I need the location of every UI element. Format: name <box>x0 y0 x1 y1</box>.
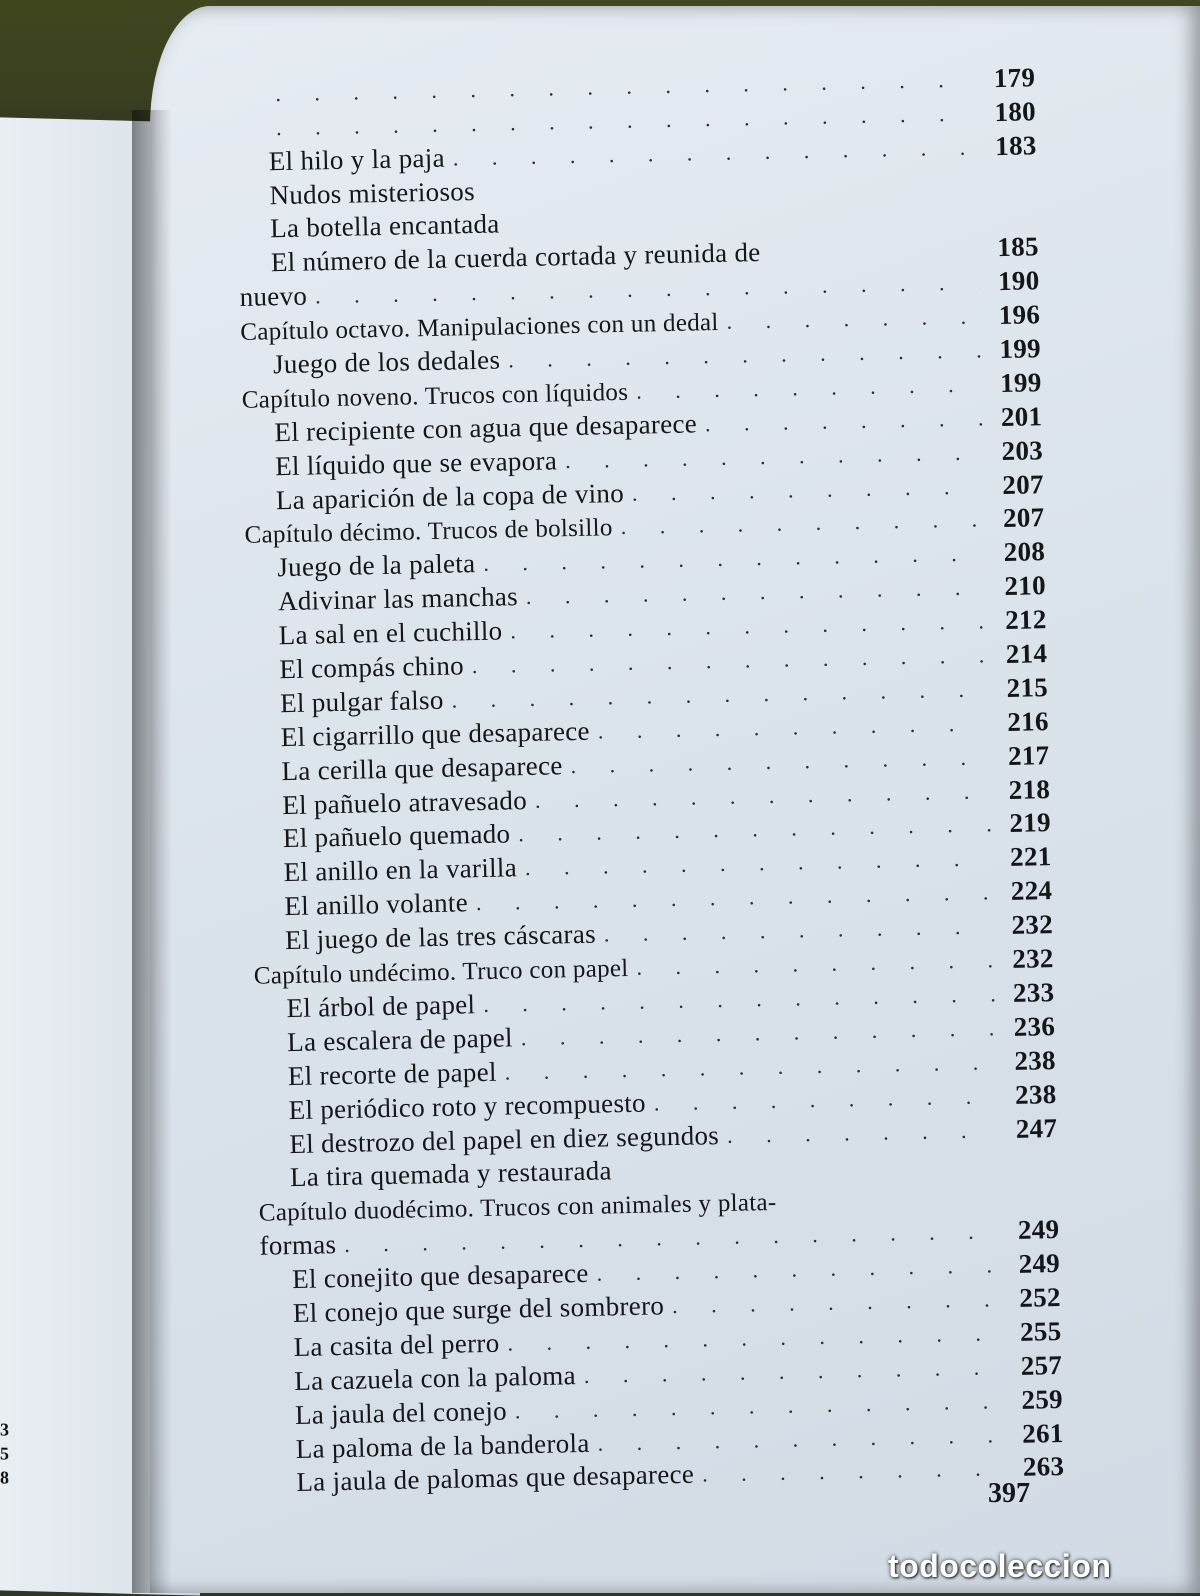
toc-entry-title: El pañuelo atravesado <box>281 784 528 820</box>
toc-entry-page: 203 <box>1001 434 1044 466</box>
toc-entry-page: 252 <box>1019 1281 1062 1313</box>
toc-entry-page: 257 <box>1020 1349 1063 1381</box>
toc-entry-title: Nudos misteriosos <box>269 175 476 210</box>
margin-marks: 3 5 8 <box>0 1419 9 1488</box>
toc-entry-page: 215 <box>1006 672 1049 703</box>
toc-entry-title: La paloma de la banderola <box>295 1427 590 1464</box>
watermark-logo: todocoleccion <box>888 1548 1112 1584</box>
toc-entry-page: 238 <box>1014 1044 1057 1076</box>
toc-entry-title: Capítulo duodécimo. Trucos con animales y plata- <box>258 1189 777 1228</box>
toc-entry-page: 255 <box>1019 1315 1062 1347</box>
toc-entry-page: 201 <box>1000 400 1043 432</box>
toc-entry-page: 210 <box>1004 570 1047 602</box>
toc-entry-title: El árbol de papel <box>286 989 476 1024</box>
toc-entry-title: La jaula del conejo <box>294 1395 508 1430</box>
toc-entry-title: La escalera de papel <box>286 1022 514 1057</box>
toc-entry-title: El recipiente con agua que desaparece <box>274 408 698 448</box>
toc-entry-page: 199 <box>999 367 1042 398</box>
toc-entry-page: 247 <box>1015 1112 1058 1144</box>
toc-entry-page: 233 <box>1012 976 1055 1008</box>
toc-entry-title: nuevo <box>239 280 308 313</box>
toc-entry-page: 238 <box>1014 1078 1057 1110</box>
toc-entry-title: El periódico roto y recompuesto <box>288 1087 647 1125</box>
toc-entry-title: La jaula de palomas que desaparece <box>296 1459 695 1498</box>
toc-entry-page: 179 <box>993 62 1036 93</box>
toc-entry-title: El anillo en la varilla <box>283 852 518 888</box>
toc-entry-title: Capítulo décimo. Trucos de bolsillo <box>244 514 613 550</box>
toc-entry-title: El compás chino <box>279 650 465 685</box>
toc-entry-title: El hilo y la paja <box>268 142 446 176</box>
toc-entry-page: 232 <box>1011 909 1054 941</box>
toc-entry-title: La sal en el cuchillo <box>278 615 503 651</box>
toc-entry-title: La botella encantada <box>269 208 500 244</box>
toc-entry-title: Capítulo noveno. Trucos con líquidos <box>241 378 629 414</box>
toc-entry-title: El número de la cuerda cortada y reunida de <box>270 237 761 278</box>
table-of-contents <box>235 59 1065 1499</box>
toc-entry-title: El pañuelo quemado <box>282 818 511 854</box>
toc-entry-page: 180 <box>994 96 1037 127</box>
toc-entry-title: El juego de las tres cáscaras <box>284 918 597 956</box>
toc-entry-page: 214 <box>1005 638 1048 670</box>
toc-entry-title: El cigarrillo que desaparece <box>280 715 591 752</box>
toc-entry-page: 190 <box>997 265 1040 297</box>
toc-entry-page: 212 <box>1004 604 1047 636</box>
toc-entry-page: 259 <box>1021 1383 1064 1415</box>
toc-entry-page: 224 <box>1010 875 1053 907</box>
toc-entry-title: Capítulo undécimo. Truco con papel <box>253 955 629 990</box>
toc-entry-page: 219 <box>1009 807 1052 839</box>
toc-entry-page: 185 <box>997 231 1040 263</box>
toc-entry-title: El conejito que desaparece <box>291 1257 589 1295</box>
toc-entry-page: 263 <box>1022 1451 1065 1483</box>
toc-entry-page: 236 <box>1013 1010 1056 1042</box>
toc-entry-title: El recorte de papel <box>287 1056 498 1091</box>
toc-entry-page: 207 <box>1002 502 1045 534</box>
toc-entry-page: 217 <box>1007 739 1050 771</box>
book-gutter <box>132 110 172 1593</box>
toc-entry-page: 218 <box>1008 773 1051 805</box>
toc-entry-title: Capítulo octavo. Manipulaciones con un dedal <box>240 309 719 347</box>
toc-entry-page: 232 <box>1011 943 1054 974</box>
toc-entry-page: 261 <box>1021 1417 1064 1449</box>
toc-entry-title: Juego de los dedales <box>272 344 501 380</box>
toc-entry-title: Juego de la paleta <box>276 548 476 583</box>
page-number: 397 <box>988 1478 1030 1509</box>
toc-entry-title: La aparición de la copa de vino <box>275 477 625 515</box>
toc-entry-page: 216 <box>1006 705 1049 737</box>
toc-entry-page: 208 <box>1003 536 1046 568</box>
toc-entry-title: La cazuela con la paloma <box>294 1359 577 1396</box>
toc-entry-title: El conejo que surge del sombrero <box>292 1290 665 1329</box>
toc-entry-title: El pulgar falso <box>279 684 444 719</box>
toc-entry-page: 249 <box>1017 1214 1060 1246</box>
toc-entry-title: El anillo volante <box>284 887 469 922</box>
toc-entry-title: La casita del perro <box>293 1327 500 1362</box>
toc-entry-title: El destrozo del papel en diez segundos <box>289 1119 720 1159</box>
toc-entry-page: 207 <box>1002 468 1045 500</box>
toc-entry-page: 183 <box>994 129 1037 161</box>
toc-entry-title: La tira quemada y restaurada <box>289 1155 613 1193</box>
toc-entry-page: 249 <box>1018 1248 1061 1279</box>
toc-entry-title: La cerilla que desaparece <box>281 749 563 786</box>
toc-entry-title: Adivinar las manchas <box>277 581 519 617</box>
toc-entry-title: El líquido que se evapora <box>274 445 558 481</box>
toc-entry-page: 199 <box>999 333 1042 365</box>
toc-entry-page: 196 <box>998 299 1041 331</box>
toc-entry-page: 221 <box>1009 841 1052 873</box>
toc-entry-title: formas <box>259 1229 337 1261</box>
